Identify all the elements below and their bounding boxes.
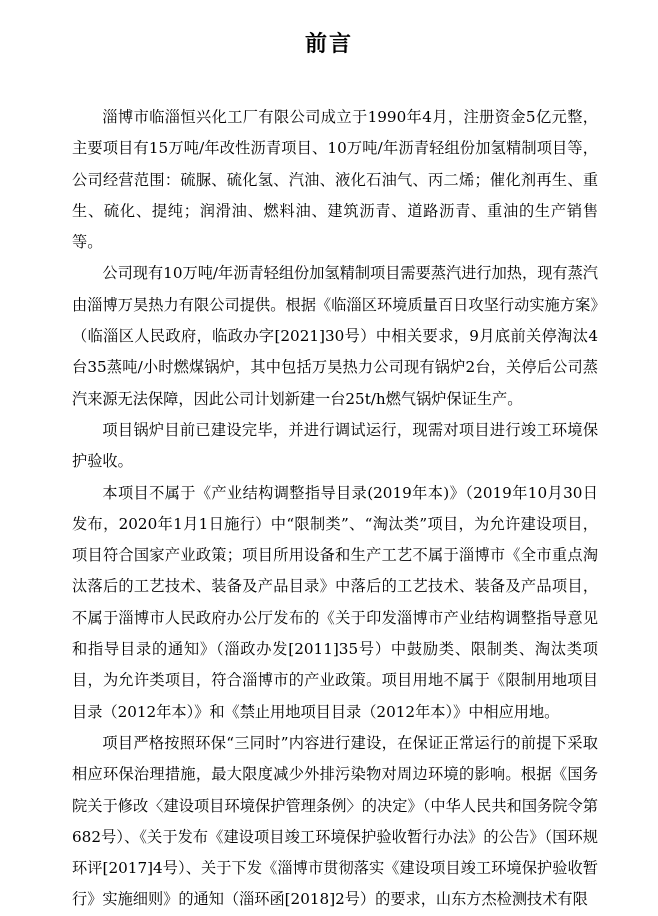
paragraph-steam-supply: 公司现有10万吨/年沥青轻组份加氢精制项目需要蒸汽进行加热，现有蒸汽由淄博万昊热力有限公司提供。根据《临淄区环境质量百日攻坚行动实施方案》（临淄区人民政府，临政办字[2021]30号）中相关要求，9月底前关停淘汰4台35蒸吨/小时燃煤锅炉，其中包括万昊热力公司现有锅炉2台，关停后公司蒸汽来源无法保障，因此公司计划新建一台25t/h燃气锅炉保证生产。 [72,264,598,408]
page-title: 前言 [304,32,353,57]
paragraph-industrial-policy: 本项目不属于《产业结构调整指导目录(2019年本)》（2019年10月30日发布，2020年1月1日施行）中“限制类”、“淘汰类”项目，为允许建设项目，项目符合国家产业政策；项目所用设备和生产工艺不属于淄博市《全市重点淘汰落后的工艺技术、装备及产品目录》中落后的工艺技术、装备及产品项目，不属于淄博市人民政府办公厅发布的《关于印发淄博市产业结构调整指导意见和指导目录的通知》（淄政办发[2011]35号）中鼓励类、限制类、淘汰类项目，为允许类项目，符合淄博市的产业政策。项目用地不属于《限制用地项目目录（2012年本）》和《禁止用地项目目录（2012年本）》中相应用地。 [72,483,598,721]
paragraph-boiler-status: 项目锅炉目前已建设完毕，并进行调试运行，现需对项目进行竣工环境保护验收。 [72,420,598,471]
document-body [72,102,598,916]
paragraph-company-intro: 淄博市临淄恒兴化工厂有限公司成立于1990年4月，注册资金5亿元整，主要项目有15万吨/年改性沥青项目、10万吨/年沥青轻组份加氢精制项目等，公司经营范围：硫脲、硫化氢、汽油、液化石油气、丙二烯；催化剂再生、重生、硫化、提纯；润滑油、燃料油、建筑沥青、道路沥青、重油的生产销售等。 [72,108,598,252]
paragraph-environmental-compliance: 项目严格按照环保“三同时”内容进行建设，在保证正常运行的前提下采取相应环保治理措施，最大限度减少外排污染物对周边环境的影响。根据《国务院关于修改〈建设项目环境保护管理条例〉的决定》（中华人民共和国务院令第682号）、《关于发布《建设项目竣工环境保护验收暂行办法》的公告》（国环规环评[2017]4号）、关于下发《淄博市贯彻落实《建设项目竣工环境保护验收暂行》实施细则》的通知（淄环函[2018]2号）的要求，山东方杰检测技术有限 [72,733,598,909]
